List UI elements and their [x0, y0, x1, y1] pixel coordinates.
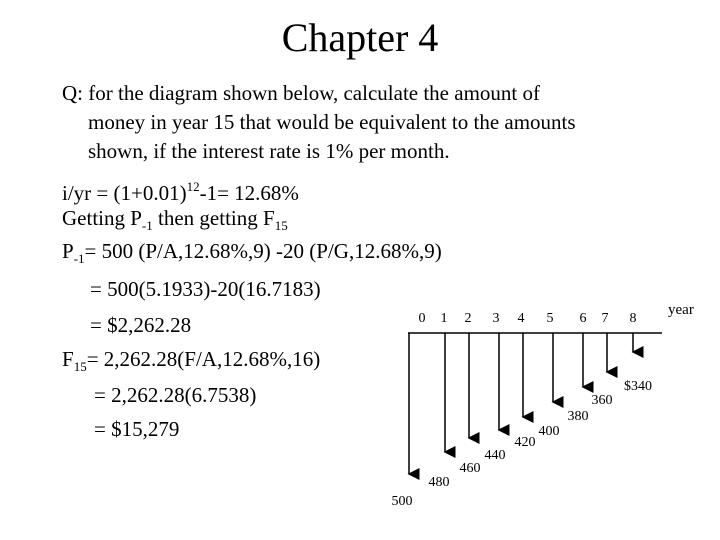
fw-a: F	[62, 347, 74, 371]
cash-flow-amount-year-2: 460	[459, 461, 481, 476]
question-label: Q:	[62, 81, 83, 105]
pw-sub: -1	[73, 251, 85, 266]
cash-flow-amount-year-5: 400	[538, 424, 560, 439]
future-worth-result: = $15,279	[94, 417, 180, 441]
year-label-7: 7	[601, 311, 609, 326]
cash-flow-amount-year-3: 440	[484, 448, 506, 463]
getting-a: Getting P	[62, 206, 142, 230]
question-line-3: shown, if the interest rate is 1% per month.	[88, 139, 450, 163]
axis-label-year: year	[668, 302, 694, 318]
question-line-2: money in year 15 that would be equivalent to the amounts	[88, 110, 576, 134]
year-label-3: 3	[492, 311, 500, 326]
year-label-1: 1	[440, 311, 448, 326]
cash-flow-amount-year-8: $340	[624, 379, 652, 394]
present-worth-result: = $2,262.28	[90, 313, 192, 337]
future-worth-line-2: = 2,262.28(6.7538)	[94, 383, 257, 407]
year-label-4: 4	[517, 311, 525, 326]
present-worth-line-2: = 500(5.1933)-20(16.7183)	[90, 277, 321, 301]
year-tick-labels	[419, 311, 637, 326]
cash-flow-amount-year-0: 500	[391, 494, 413, 509]
pw-b: = 500 (P/A,12.68%,9) -20 (P/G,12.68%,9)	[84, 239, 442, 263]
question-text-1: for the diagram shown below, calculate the amount of	[83, 81, 540, 105]
fw-b: = 2,262.28(F/A,12.68%,16)	[86, 347, 321, 371]
getting-sub-2: 15	[274, 218, 288, 233]
pw-a: P	[62, 239, 74, 263]
cash-flow-amount-labels	[392, 379, 653, 509]
getting-sub-1: -1	[141, 218, 153, 233]
year-label-2: 2	[464, 311, 472, 326]
interest-rate-exponent: 12	[186, 179, 200, 194]
cash-flow-amount-year-1: 480	[428, 475, 450, 490]
page-title: Chapter 4	[281, 15, 439, 60]
cash-flow-amount-year-6: 380	[567, 409, 589, 424]
interest-rate-a: i/yr = (1+0.01)	[62, 181, 187, 205]
year-label-5: 5	[546, 311, 554, 326]
year-label-8: 8	[629, 311, 637, 326]
getting-b: then getting F	[152, 206, 275, 230]
cash-flow-amount-year-4: 420	[514, 435, 536, 450]
cash-flow-amount-year-7: 360	[591, 393, 613, 408]
fw-sub: 15	[73, 359, 87, 374]
year-label-0: 0	[418, 311, 426, 326]
year-label-6: 6	[579, 311, 587, 326]
interest-rate-b: -1= 12.68%	[199, 181, 299, 205]
